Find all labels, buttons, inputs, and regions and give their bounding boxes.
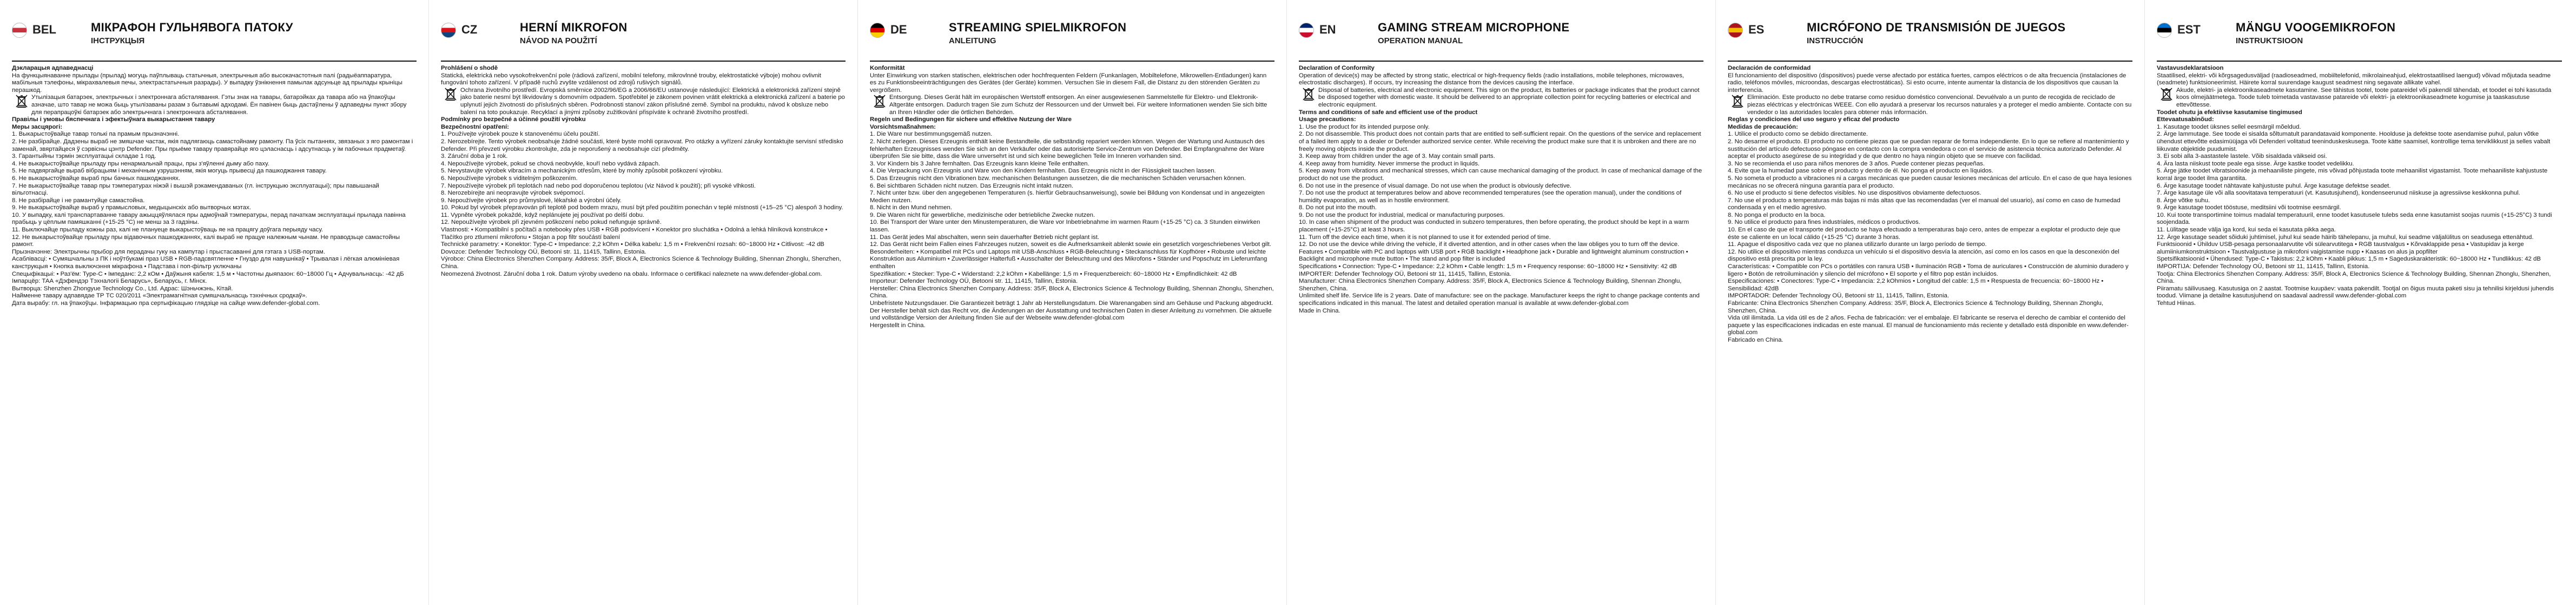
disposal-notice <box>12 94 417 116</box>
body-paragraph: 1. Die Ware nur bestimmungsgemäß nutzen. <box>870 131 993 138</box>
body-paragraph: Spezifikation: • Stecker: Type-C • Widerstand: 2,2 kOhm • Kabellänge: 1,5 m • Frequenzbereich: 60~18000 Hz • Empfindlichkeit: 42 dB <box>870 270 1237 277</box>
body-paragraph: 5. Das Erzeugnis nicht den Vibrationen bzw. mechanischen Belastungen aussetzen, die die mechanischen Schäden verursachen können. <box>870 175 1246 182</box>
manual-body <box>870 65 1274 329</box>
section-heading: Terms and conditions of safe and efficient use of the product <box>1299 109 1478 116</box>
body-paragraph: Importeur: Defender Technology OÜ, Betooni str. 11, 11415, Tallinn, Estonia. <box>870 278 1078 285</box>
body-paragraph: Manufacturer: China Electronics Shenzhen Company. Address: 35/F, Block A, Electronics Science & Technology Building, Shennan Zhonglu, Shenzhen, China. <box>1299 278 1682 292</box>
body-paragraph: 4. Keep away from humidity. Never immerse the product in liquids. <box>1299 160 1480 167</box>
disposal-text: Disposal of batteries, electrical and electronic equipment. This sign on the product, its batteries or package indicates that the product cannot be disposed together with domestic waste. It should be delivered to an appropriate collection point for recycling batteries or electrical and electronic equipment. <box>1318 87 1700 108</box>
body-paragraph: IMPORTER: Defender Technology OÜ, Betooni str 11, 11415, Tallinn, Estonia. <box>1299 270 1511 277</box>
body-paragraph: 6. Ärge kasutage toodet nähtavate kahjustuste puhul. Ärge kasutage defektse seadet. <box>2157 182 2391 189</box>
body-paragraph: Made in China. <box>1299 307 1340 314</box>
crossed-bin-icon <box>2160 87 2173 101</box>
body-paragraph: 7. Ärge kasutage üle või alla soovitatava temperatuuri (vt. Kasutusjuhend), kondenseerunud niiskuse ja agressiivse keskkonna puhul. <box>2157 190 2520 197</box>
language-code: CZ <box>461 23 478 36</box>
body-paragraph: IMPORTIJA: Defender Technology OÜ, Betooni str 11, 11415, Tallinn, Estonia. <box>2157 263 2370 270</box>
section-heading: Vorsichtsmaßnahmen: <box>870 123 936 130</box>
body-paragraph: 4. Ära lasta niiskust toote peale ega sisse. Ärge kastke toodet vedelikku. <box>2157 160 2354 167</box>
body-paragraph: 9. Не выкарыстоўвайце выраб у прамысловых, медыцынскіх або вытворчых мэтах. <box>12 204 252 211</box>
title-block <box>949 21 1126 45</box>
body-paragraph: 2. Не разбірайце. Дадзены выраб не змяшчае частак, якія падлягаюць самастойнаму рамонту. Па ўсіх пытаннях, звязаных з яго рамонтам і заменай, звяртайцеся ў сэрвісны цэнтр Defender. Пры прыёме тавару правярайце яго цэласнасць і адсутнасць у ім пабочных прадметаў. <box>12 138 413 152</box>
section-heading: Ettevaatusabinõud: <box>2157 116 2214 123</box>
body-paragraph: 1. Выкарыстоўвайце тавар толькі па прамым прызначэнні. <box>12 131 180 138</box>
body-paragraph: Unlimited shelf life. Service life is 2 years. Date of manufacture: see on the package. Manufacturer keeps the right to change package contents and specifications indicated in this manual. The latest and detailed operation manual is available at www.defender-global.com <box>1299 292 1700 307</box>
header-rule <box>441 61 846 62</box>
body-paragraph: Neomezená životnost. Záruční doba 1 rok. Datum výroby uvedeno na obalu. Informace o certifikaci naleznete na www.defender-global.com. <box>441 270 822 277</box>
disposal-text: Entsorgung. Dieses Gerät hält im europäischen Wertstoff entsorgen. An einer ausgewiesenen Sammelstelle für Elektro- und Elektronik-Altgeräte entsorgen. Dadurch tragen Sie zum Schutz der Ressourcen und der Umwelt bei. Für weitere Informationen wenden Sie sich bitte an Ihren Händler oder die örtlichen Behörden. <box>889 94 1267 116</box>
section-heading: Usage precautions: <box>1299 116 1356 123</box>
product-title: МІКРАФОН ГУЛЬНЯВОГА ПАТОКУ <box>91 21 293 34</box>
body-paragraph: 3. Záruční doba je 1 rok. <box>441 153 508 160</box>
body-paragraph: Прызначэнне: Электрычны прыбор для перадачы гуку на кампутар і прыстасаванні для гэтага з USB-портам. <box>12 248 326 255</box>
body-paragraph: 2. Nerozebírejte. Tento výrobek neobsahuje žádné součásti, které byste mohli opravovat. Pro otázky a vyřízení záruky kontaktujte servisní středisko Defender. Při převzetí výrobku zkontrolujte, zda je neporušený a neobsahuje cizí předměty. <box>441 138 843 152</box>
body-paragraph: 9. No utilice el producto para fines industriales, médicos o productivos. <box>1728 219 1920 226</box>
body-paragraph: 2. Ärge lammutage. See toode ei sisalda sõltumatult parandatavaid komponente. Hoolduse ja defektse toote asendamise puhul, palun võtke ühendust ettevõtte edasimüüjaga või Defenderi volitatud teeninduskeskusega. Toote kätte saamisel, kontrollige tema terviklikkust ja selles vabalt liikuvate objektide puudumist. <box>2157 131 2551 152</box>
disposal-text: Eliminación. Este producto no debe tratarse como residuo doméstico convencional. Devuélvalo a un punto de recogida de reciclado de piezas eléctricas y electrónicas WEEE. Con ello ayudará a preservar los recursos naturales y a proteger el medio ambiente. Contacte con su vendedor o las autoridades locales para obtener más información. <box>1747 94 2132 116</box>
manual-body <box>2157 65 2562 308</box>
flag-icon <box>1728 23 1743 38</box>
body-paragraph: 1. Utilice el producto como se debido directamente. <box>1728 131 1868 138</box>
body-paragraph: Besonderheiten: • Kompatibel mit PCs und Laptops mit USB-Anschluss • RGB-Beleuchtung • Steckanschluss für Kopfhörer • Robuste und leichte Konstruktion aus Aluminium • Zuverlässiger Halterfuß • Ausschalter der Beleuchtung und des Mikrofons • Ständer und Popschutz im Lieferumfang enthalten <box>870 248 1267 270</box>
title-block <box>2236 21 2395 45</box>
body-paragraph: 8. Nerozebírejte ani neopravujte výrobek svépomocí. <box>441 190 585 197</box>
body-paragraph: 2. Nicht zerlegen. Dieses Erzeugnis enthält keine Bestandteile, die selbständig repariert werden können. Wegen der Wartung und Austausch des fehlerhaften Erzeugnisses wenden Sie sich an den Verkäufer oder das autorisierte Service-Zentrum von Defender. Bei Empfangnahme der Ware überprüfen Sie sie bitte, dass die Ware unversehrt ist und sich keine beweglichen Teile im Inneren vorhanden sind. <box>870 138 1265 160</box>
body-paragraph: 10. У выпадку, калі транспартаванне тавару ажыццяўлялася пры адмоўнай тэмпературы, перад пачаткам эксплуатацыі прылада павінна прабыць у цёплым памяшканні (+15-25 °С) не менш за 3 гадзіны. <box>12 211 406 226</box>
body-paragraph: El funcionamiento del dispositivo (dispositivos) puede verse afectado por estática fuertes, campos eléctricos o de alta frecuencia (instalaciones de radio, teléfonos móviles, microondas, descargas electrostáticas). Si esto ocurre, intente aumentar la distancia de los dispositivos que causan la interferencia. <box>1728 72 2126 94</box>
disposal-text: Ochrana životního prostředí. Evropská směrnice 2002/96/EG a 2006/66/EU ustanovuje následující: Elektrická a elektronická zařízení stejně jako baterie nesmí být likvidovány s domovním odpadem. Spotřebitel je zákonem povinen vrátit elektrická a elektronická zařízení a baterie po uplynutí jejich životnosti do příslušných sběren. Podrobnosti stanoví zákon příslušné země. Symbol na produktu, návod k obsluze nebo balení na toto poukazuje. Recyklací a jinými způsoby zužitkování přispíváte k ochraně životního prostředí. <box>460 87 846 116</box>
body-paragraph: 3. Vor Kindern bis 3 Jahre fernhalten. Das Erzeugnis kann kleine Teile enthalten. <box>870 160 1089 167</box>
section-heading: Podmínky pro bezpečné a účinné použití výrobku <box>441 116 586 123</box>
body-paragraph: 12. No utilice el dispositivo mientras conduzca un vehículo si el dispositivo desvía la atención, así como en los casos en que la desconexión del dispositivo está prescrita por la ley. <box>1728 248 2119 263</box>
language-code: EN <box>1319 23 1336 36</box>
body-paragraph: 10. Bei Transport der Ware unter den Minustemperaturen, die Ware vor Inbetriebnahme im warmen Raum (+15-25 °C) ca. 3 Stunden einwirken lassen. <box>870 219 1260 234</box>
body-paragraph: IMPORTADOR: Defender Technology OÜ, Betooni str 11, 11415, Tallinn, Estonia. <box>1728 292 1950 300</box>
column-header <box>870 21 1274 61</box>
body-paragraph: 9. Do not use the product for industrial, medical or manufacturing purposes. <box>1299 211 1505 218</box>
product-title: MÄNGU VOOGEMIKROFON <box>2236 21 2396 34</box>
header-rule <box>2157 61 2562 62</box>
product-title: MICRÓFONO DE TRANSMISIÓN DE JUEGOS <box>1807 21 2066 34</box>
body-paragraph: 7. No use el producto a temperaturas más bajas ni más altas que las recomendadas (ver el manual del usuario), así como en caso de humedad condensada y en el medio agresivo. <box>1728 197 2121 211</box>
language-code: BEL <box>32 23 56 36</box>
section-heading: Regeln und Bedingungen für sichere und effektive Nutzung der Ware <box>870 116 1072 123</box>
body-paragraph: 7. Do not use the product at temperatures below and above recommended temperatures (see the operation manual), under the conditions of humidity evaporation, as well as in hostile environment. <box>1299 190 1682 204</box>
column-header <box>12 21 417 61</box>
body-paragraph: 4. Nepoužívejte výrobek, pokud se chová neobvykle, kouří nebo vydává zápach. <box>441 160 660 167</box>
body-paragraph: Piiramatu säilivusaeg. Kasutusiga on 2 aastat. Tootmise kuupäev: vaata pakendilt. Tootjal on õigus muuta paketi sisu ja tehnilisi kirjeldusi juhendis toodud. Viimane ja detailne kasutusjuhend on saadaval aadressil www.defender-global.com <box>2157 285 2554 300</box>
body-paragraph: Вытворца: Shenzhen Zhongyue Technology Co., Ltd. Адрас: Шэньчжэнь, Кітай. <box>12 285 233 292</box>
body-paragraph: 4. Не выкарыстоўвайце прыладу пры ненармальнай працы, пры з'яўленні дыму або паху. <box>12 160 269 167</box>
language-code: ES <box>1748 23 1765 36</box>
body-paragraph: 5. Ärge jätke toodet vibratsioonide ja mehaaniliste pingete, mis võivad põhjustada toote mehaanilist vigastamist. Toote mehaaniliste kahjustuste korral ärge toodet ilma garantiita. <box>2157 168 2548 182</box>
language-column-en <box>1287 0 1716 605</box>
body-paragraph: 8. Nicht in den Mund nehmen. <box>870 204 952 211</box>
body-paragraph: 7. Не выкарыстоўвайце тавар пры тэмпературах ніжэй і вышэй рэкамендаваных (гл. інструкцыю эксплуатацыі); пры павышанай вільготнасці. <box>12 182 379 197</box>
disposal-notice <box>1728 94 2132 116</box>
title-block <box>1807 21 2065 45</box>
column-header <box>441 21 846 61</box>
body-paragraph: Дата вырабу: гл. на ўпакоўцы. Інфармацыю пра сертыфікацыю глядзіце на сайце www.defender-global.com. <box>12 300 320 307</box>
section-heading: Prohlášení o shodě <box>441 65 498 71</box>
body-paragraph: 3. Гарантыйны тэрмін эксплуатацыі складае 1 год. <box>12 153 156 160</box>
body-paragraph: 11. Turn off the device each time, when it is not planned to use it for extended period of time. <box>1299 234 1551 241</box>
body-paragraph: 12. Do not use the device while driving the vehicle, if it diverted attention, and in other cases when the law obliges you to turn off the device. <box>1299 241 1680 248</box>
body-paragraph: 11. Lülitage seade välja iga kord, kui seda ei kasutata pikka aega. <box>2157 227 2336 234</box>
body-paragraph: 2. No desarme el producto. El producto no contiene piezas que se puedan reparar de forma independiente. En lo que se refiere al mantenimiento y sustitución del artículo defectuoso póngase en contacto con la compra vendedora o con el servicio de asistencia técnica autorizado Defender. Al aceptar el producto asegúrese de su integridad y de que dentro no haya ningún objeto que se mueve con facilidad. <box>1728 138 2129 160</box>
product-title: HERNÍ MIKROFON <box>520 21 628 34</box>
body-paragraph: Dovozce: Defender Technology OÜ, Betooni str. 11, 11415, Tallinn, Estonia. <box>441 248 646 255</box>
disposal-notice <box>2157 87 2562 109</box>
header-rule <box>870 61 1274 62</box>
body-paragraph: 10. Kui toote transportimine toimus madalal temperatuuril, enne toodet kasutusele tulebs seda enne kasutamist soojas ruumis (+15-25°C) 3 tundi soojendada. <box>2157 211 2552 226</box>
body-paragraph: Funktsioonid • Ühilduv USB-pesaga personaalarvutite või sülearvutitega • RGB taustvalgus • Kõrvaklappide pesa • Vastupidav ja kerge alumiiniumkonstruktsioon • Taustvalgustuse ja mikrofoni vaigistamise nupp • Kaasas on alus ja popfilter <box>2157 241 2524 255</box>
flag-icon <box>12 23 27 38</box>
crossed-bin-icon <box>15 94 28 108</box>
body-paragraph: 5. Keep away from vibrations and mechanical stresses, which can cause mechanical damaging of the product. In case of mechanical damage of the product do not use the product. <box>1299 168 1702 182</box>
language-code: DE <box>890 23 907 36</box>
section-heading: Дэкларацыя адпаведнасці <box>12 65 94 71</box>
manual-subtitle: INSTRUCCIÓN <box>1807 36 1864 45</box>
body-paragraph: 4. Die Verpackung von Erzeugnis und Ware von den Kindern fernhalten. Das Erzeugnis nicht in der Flüssigkeit tauchen lassen. <box>870 168 1216 175</box>
flag-icon <box>870 23 885 38</box>
crossed-bin-icon <box>873 94 886 108</box>
body-paragraph: Асаблівасці: • Сумяшчальны з ПК і ноўтбукамі праз USB • RGB-падсвятленне • Гнуздо для навушнікаў • Трывалая і лёгкая алюмініевая канструкцыя • Кнопка выключэння мікрафона • Падстава і поп-фільтр уключаны <box>12 256 400 270</box>
manual-subtitle: ІНСТРУКЦЫЯ <box>91 36 145 45</box>
body-paragraph: 6. Nepoužívejte výrobek s viditelným poškozením. <box>441 175 578 182</box>
section-heading: Konformität <box>870 65 905 71</box>
body-paragraph: 7. Nicht unter bzw. über den angegebenen Temperaturen (s. hierfür Gebrauchsanweisung), sowie bei Bildung von Kondensat und in angezeigten Medien nutzen. <box>870 190 1265 204</box>
body-paragraph: Vlastnosti: • Kompatibilní s počítači a notebooky přes USB • RGB podsvícení • Konektor pro sluchátka • Odolná a lehká hliníková konstrukce • Tlačítko pro ztlumení mikrofonu • Stojan a pop filtr součástí balení <box>441 227 828 241</box>
body-paragraph: 9. Nepoužívejte výrobek pro průmyslové, lékařské a výrobní účely. <box>441 197 622 204</box>
body-paragraph: Unter Einwirkung von starken statischen, elektrischen oder hochfrequenten Feldern (Funkanlagen, Mobiltelefone, Mikrowellen-Entladungen) kann es zu Funktionsbeeinträchtigungen des Gerätes (der Geräte) kommen. Versuchen Sie in diesem Fall, die Distanz zu den störenden Geräten zu vergrößern. <box>870 72 1267 94</box>
section-heading: Меры засцярогі: <box>12 123 63 130</box>
crossed-bin-icon <box>1302 87 1315 101</box>
manual-subtitle: OPERATION MANUAL <box>1378 36 1463 45</box>
language-column-bel <box>0 0 429 605</box>
body-paragraph: 10. Pokud byl výrobek přepravován při teplotě pod bodem mrazu, musí být před použitím ponechán v teplé místnosti (+15–25 °C) alespoň 3 hodiny. <box>441 204 843 211</box>
body-paragraph: Staatilised, elektri- või kõrgsagedusväljad (raadioseadmed, mobiiltelefonid, mikrolaineahjud, elektrostaatilised laengud) võivad mõjutada seadme (seadmete) funktsioneerimist. Häirete korral suurendage kaugust seadmest ning segavate allikate vahel. <box>2157 72 2551 87</box>
flag-icon <box>2157 23 2172 38</box>
body-paragraph: 9. Die Waren nicht für gewerbliche, medizinische oder betriebliche Zwecke nutzen. <box>870 211 1095 218</box>
body-paragraph: Найменне тавару адпавядае ТР ТС 020/2011 «Электрамагнітная сумяшчальнасць тэхнічных сродкаў». <box>12 292 307 300</box>
column-header <box>1299 21 1703 61</box>
body-paragraph: 3. Ei sobi alla 3-aastastele lastele. Võib sisaldada väikseid osi. <box>2157 153 2327 160</box>
body-paragraph: 1. Používejte výrobek pouze k stanovenému účelu použití. <box>441 131 600 138</box>
body-paragraph: 3. No se recomienda el uso para niños menores de 3 años. Puede contener piezas pequeñas. <box>1728 160 1985 167</box>
section-heading: Declaration of Conformity <box>1299 65 1375 71</box>
language-column-de <box>858 0 1287 605</box>
disposal-notice <box>870 94 1274 116</box>
header-rule <box>1299 61 1703 62</box>
body-paragraph: 7. Nepoužívejte výrobek při teplotách nad nebo pod doporučenou teplotou (viz Návod k použití); při vysoké vlhkosti. <box>441 182 756 189</box>
language-code: EST <box>2177 23 2201 36</box>
disposal-notice <box>441 87 846 116</box>
section-heading: Правілы і умовы бяспечнага і эфектыўнага выкарыстання тавару <box>12 116 215 123</box>
disposal-text: Akude, elektri- ja elektroonikaseadmete kasutamine. See tähistus tootel, toote patareidel või pakendil tähendab, et toodet ei tohi kasutada koos olmejäätmetega. Toode tuleb toimetada vastavasse patareide või elektri- ja elektroonikaseadmete kogumise ja taaskasutuse ettevõttesse. <box>2176 87 2552 108</box>
language-column-cz <box>429 0 858 605</box>
body-paragraph: Características: • Compatible con PCs o portátiles con ranura USB • Iluminación RGB • Toma de auriculares • Construcción de aluminio duradero y ligero • Botón de retroiluminación y silencio del micrófono • El soporte y el filtro pop están incluidos. <box>1728 263 2129 277</box>
title-block <box>91 21 293 45</box>
body-paragraph: Operation of device(s) may be affected by strong static, electrical or high-frequency fields (radio installations, mobile telephones, microwaves, electrostatic discharges). If occurs, try increasing the distance from the devices causing the interface. <box>1299 72 1685 87</box>
body-paragraph: 11. Das Gerät jedes Mal abschalten, wenn sein dauerhafter Betrieb nicht geplant ist. <box>870 234 1100 241</box>
body-paragraph: Hersteller: China Electronics Shenzhen Company. Address: 35/F, Block A, Electronics Science & Technology Building, Shennan Zhonglu, Shenzhen, China. <box>870 285 1274 300</box>
section-heading: Bezpečnostní opatření: <box>441 123 509 130</box>
manual-body <box>12 65 417 308</box>
body-paragraph: 1. Use the product for its intended purpose only. <box>1299 123 1430 130</box>
manual-body <box>441 65 846 278</box>
manual-subtitle: INSTRUKTSIOON <box>2236 36 2303 45</box>
body-paragraph: 8. No ponga el producto en la boca. <box>1728 211 1826 218</box>
body-paragraph: 6. Не выкарыстоўвайце выраб пры бачных пашкоджаннях. <box>12 175 181 182</box>
body-paragraph: Technické parametry: • Konektor: Type-C • Impedance: 2,2 kOhm • Délka kabelu: 1,5 m • Frekvenční rozsah: 60~18000 Hz • Citlivost: -42 dB <box>441 241 824 248</box>
body-paragraph: 10. In case when shipment of the product was conducted in subzero temperatures, then before operating, the product should be kept in a warm placement (+15-25°C) at least 3 hours. <box>1299 219 1689 234</box>
body-paragraph: Specifications • Connection: Type-C • Impedance: 2,2 kOhm • Cable length: 1,5 m • Frequency response: 60~18000 Hz • Sensitivity: 42 dB <box>1299 263 1677 270</box>
body-paragraph: Výrobce: China Electronics Shenzhen Company. Address: 35/F, Block A, Electronics Science & Technology Building, Shennan Zhonglu, Shenzhen, China. <box>441 256 841 270</box>
body-paragraph: 8. Не разбірайце і не рамантуйце самастойна. <box>12 197 145 204</box>
body-paragraph: Features • Compatible with PC and laptops with USB port • RGB backlight • Headphone jack • Durable and lightweight aluminum construction • Backlight and microphone mute button • The stand and pop filter is included <box>1299 248 1688 263</box>
body-paragraph: 8. Ärge võtke suhu. <box>2157 197 2210 204</box>
body-paragraph: Unbefristete Nutzungsdauer. Die Garantiezeit beträgt 1 Jahr ab Herstellungsdatum. Die Warenangaben sind am Gehäuse und Packung abgedruckt. Der Hersteller behält sich das Recht vor, die Änderungen an der Ausstattung und technischen Daten in dieser Anleitung zu vornehmen. Die aktuelle und vollständige Version der Anleitung finden Sie auf der Webseite www.defender-global.com <box>870 300 1273 322</box>
body-paragraph: 10. En el caso de que el transporte del producto se haya efectuado a temperaturas bajo cero, antes de empezar a explotar el producto deje que éste se caliente en un local cálido (+15-25 °C) durante 3 horas. <box>1728 227 2121 241</box>
flag-icon <box>1299 23 1314 38</box>
product-title: STREAMING SPIELMIKROFON <box>949 21 1127 34</box>
body-paragraph: Tehtud Hiinas. <box>2157 300 2196 307</box>
flag-icon <box>441 23 456 38</box>
crossed-bin-icon <box>444 87 457 101</box>
body-paragraph: 6. No use el producto si tiene defectos visibles. No use dispositivos obviamente defectuosos. <box>1728 190 1981 197</box>
body-paragraph: Fabricado en China. <box>1728 336 1784 343</box>
body-paragraph: 1. Kasutage toodet üksnes sellel eesmärgil mõeldud. <box>2157 123 2301 130</box>
language-column-est <box>2145 0 2574 605</box>
body-paragraph: Імпарцёр: ТАА «Дэфендэр Тэхналогіі Беларусь», Беларусь, г. Мінск. <box>12 278 207 285</box>
body-paragraph: 8. Do not put into the mouth. <box>1299 204 1377 211</box>
section-heading: Reglas y condiciones del uso seguro y eficaz del producto <box>1728 116 1900 123</box>
title-block <box>520 21 628 45</box>
column-header <box>1728 21 2132 61</box>
section-heading: Declaración de conformidad <box>1728 65 1811 71</box>
body-paragraph: 5. No someta el producto a vibraciones ni a cargas mecánicas que pueden causar lesiones mecánicas del artículo. En el caso de que haya lesiones mecánicas no se ofrecerá ninguna garantía para el producto. <box>1728 175 2132 189</box>
body-paragraph: 6. Do not use in the presence of visual damage. Do not use when the product is obviously defective. <box>1299 182 1572 189</box>
manual-subtitle: ANLEITUNG <box>949 36 996 45</box>
column-header <box>2157 21 2562 61</box>
header-rule <box>12 61 417 62</box>
section-heading: Toodet ohutu ja efektiivse kasutamise tingimused <box>2157 109 2302 116</box>
body-paragraph: 5. Nevystavujte výrobek vibracím a mechanickým otřesům, které by mohly způsobit poškození výrobku. <box>441 168 723 175</box>
body-paragraph: 4. Evite que la humedad pase sobre el producto y dentro de él. No ponga el producto en líquidos. <box>1728 168 1993 175</box>
body-paragraph: Tootja: China Electronics Shenzhen Company. Address: 35/F, Block A, Electronics Science & Technology Building, Shennan Zhonglu, Shenzhen, China. <box>2157 270 2551 285</box>
title-block <box>1378 21 1569 45</box>
body-paragraph: На функцыянаванне прылады (прылад) могуць паўплываць статычныя, электрычныя або высокачастотныя палі (радыёаппаратура, мабільныя тэлефоны, мікрахвалевыя печы, электрастатычныя разрады). У выпадку ўзнікнення памылак адсуньце ад прылады крыніцы перашкод. <box>12 72 402 94</box>
body-paragraph: 11. Выключайце прыладу кожны раз, калі не плануеце выкарыстоўваць яе на працягу доўгага перыяду часу. <box>12 227 323 234</box>
body-paragraph: 9. Ärge kasutage toodet tööstuse, meditsiini või tootmise eesmärgil. <box>2157 204 2341 211</box>
body-paragraph: Vida útil ilimitada. La vida útil es de 2 años. Fecha de fabricación: ver el embalaje. El fabricante se reserva el derecho de cambiar el contenido del paquete y las especificaciones indicadas en este manual. El manual de funcionamiento más reciente y detallado está disponible en www.defender-global.com <box>1728 315 2129 336</box>
body-paragraph: Hergestellt in China. <box>870 322 926 329</box>
body-paragraph: 11. Apague el dispositivo cada vez que no planea utilizarlo durante un largo período de tiempo. <box>1728 241 1987 248</box>
disposal-text: Утылізацыя батарэек, электрычных і электроннага абсталявання. Гэты знак на тавары, батарэйках да тавара або на ўпакоўцы азначае, што тавар не можа быць утылізаваны разам з бытавымі адходамі. Ён павінен быць дастаўлены ў адпаведны пункт збору для перапрацоўкі батарэек або электрычнага і электроннага абсталявання. <box>31 94 407 116</box>
header-rule <box>1728 61 2132 62</box>
body-paragraph: 11. Vypněte výrobek pokaždé, když neplánujete jej používat po delší dobu. <box>441 211 645 218</box>
body-paragraph: 2. Do not disassemble. This product does not contain parts that are entitled to self-sufficient repair. On the questions of the service and replacement of a failed item apply to a dealer or Defender authorized service center. While receiving the product make sure that it is unbroken and there are no freely moving objects inside the product. <box>1299 131 1701 152</box>
body-paragraph: 12. Das Gerät nicht beim Fallen eines Fahrzeuges nutzen, soweit es die Aufmerksamkeit ablenkt sowie ein gesetzlich vorgeschriebenes Verbot gilt. <box>870 241 1272 248</box>
body-paragraph: 12. Nepoužívejte výrobek při zjevném poškození nebo pokud nefunguje správně. <box>441 219 662 226</box>
body-paragraph: 12. Не выкарыстоўвайце прыладу пры відавочных пашкоджаннях, калі выраб не працуе належным чынам. Не праводзьце самастойны рамонт. <box>12 234 400 248</box>
body-paragraph: Spetsifikatsioonid • Ühendused: Type-C • Takistus: 2,2 kOhm • Kaabli pikkus: 1,5 m • Sageduskarakteristik: 60~18000 Hz • Tundlikkus: 42 dB <box>2157 256 2541 263</box>
body-paragraph: Especificaciones: • Conectores: Type-C • Impedancia: 2,2 kOhmios • Longitud del cable: 1,5 m • Respuesta de frecuencia: 60~18000 Hz • Sensibilidad: 42dB <box>1728 278 2104 292</box>
body-paragraph: 3. Keep away from children under the age of 3. May contain small parts. <box>1299 153 1495 160</box>
language-column-es <box>1716 0 2145 605</box>
product-title: GAMING STREAM MICROPHONE <box>1378 21 1570 34</box>
body-paragraph: Спецыфікацыі: • Раз'ём: Type-C • Імпеданс: 2,2 кОм • Даўжыня кабеля: 1,5 м • Частотны дыяпазон: 60~18000 Гц • Адчувальнасць: -42 дБ <box>12 270 404 277</box>
manual-subtitle: NÁVOD NA POUŽITÍ <box>520 36 597 45</box>
body-paragraph: 6. Bei sichtbaren Schäden nicht nutzen. Das Erzeugnis nicht intakt nutzen. <box>870 182 1074 189</box>
disposal-notice <box>1299 87 1703 109</box>
section-heading: Vastavusdeklaratsioon <box>2157 65 2224 71</box>
body-paragraph: Fabricante: China Electronics Shenzhen Company. Address: 35/F, Block A, Electronics Science & Technology Building, Shennan Zhonglu, Shenzhen, China. <box>1728 300 2104 314</box>
crossed-bin-icon <box>1731 94 1744 108</box>
body-paragraph: 12. Ärge kasutage seadet sõiduki juhtimisel, juhul kui seade häirib tähelepanu, ja muhul, kui seadme väljalülitus on seadusega ettenähtud. <box>2157 234 2534 241</box>
manual-body <box>1299 65 1703 315</box>
section-heading: Medidas de precaución: <box>1728 123 1798 130</box>
body-paragraph: 5. Не падвяргайце выраб вібрацыям і механічным узрушэнням, якія могуць прывесці да пашкоджання тавару. <box>12 168 327 175</box>
manual-body <box>1728 65 2132 344</box>
body-paragraph: Statická, elektrická nebo vysokofrekvenční pole (rádiová zařízení, mobilní telefony, mikrovlnné trouby, elektrostatické výboje) mohou ovlivnit fungování tohoto zařízení. V případě ruchů zvyšte vzdálenost od zdrojů rušivých signálů. <box>441 72 821 87</box>
